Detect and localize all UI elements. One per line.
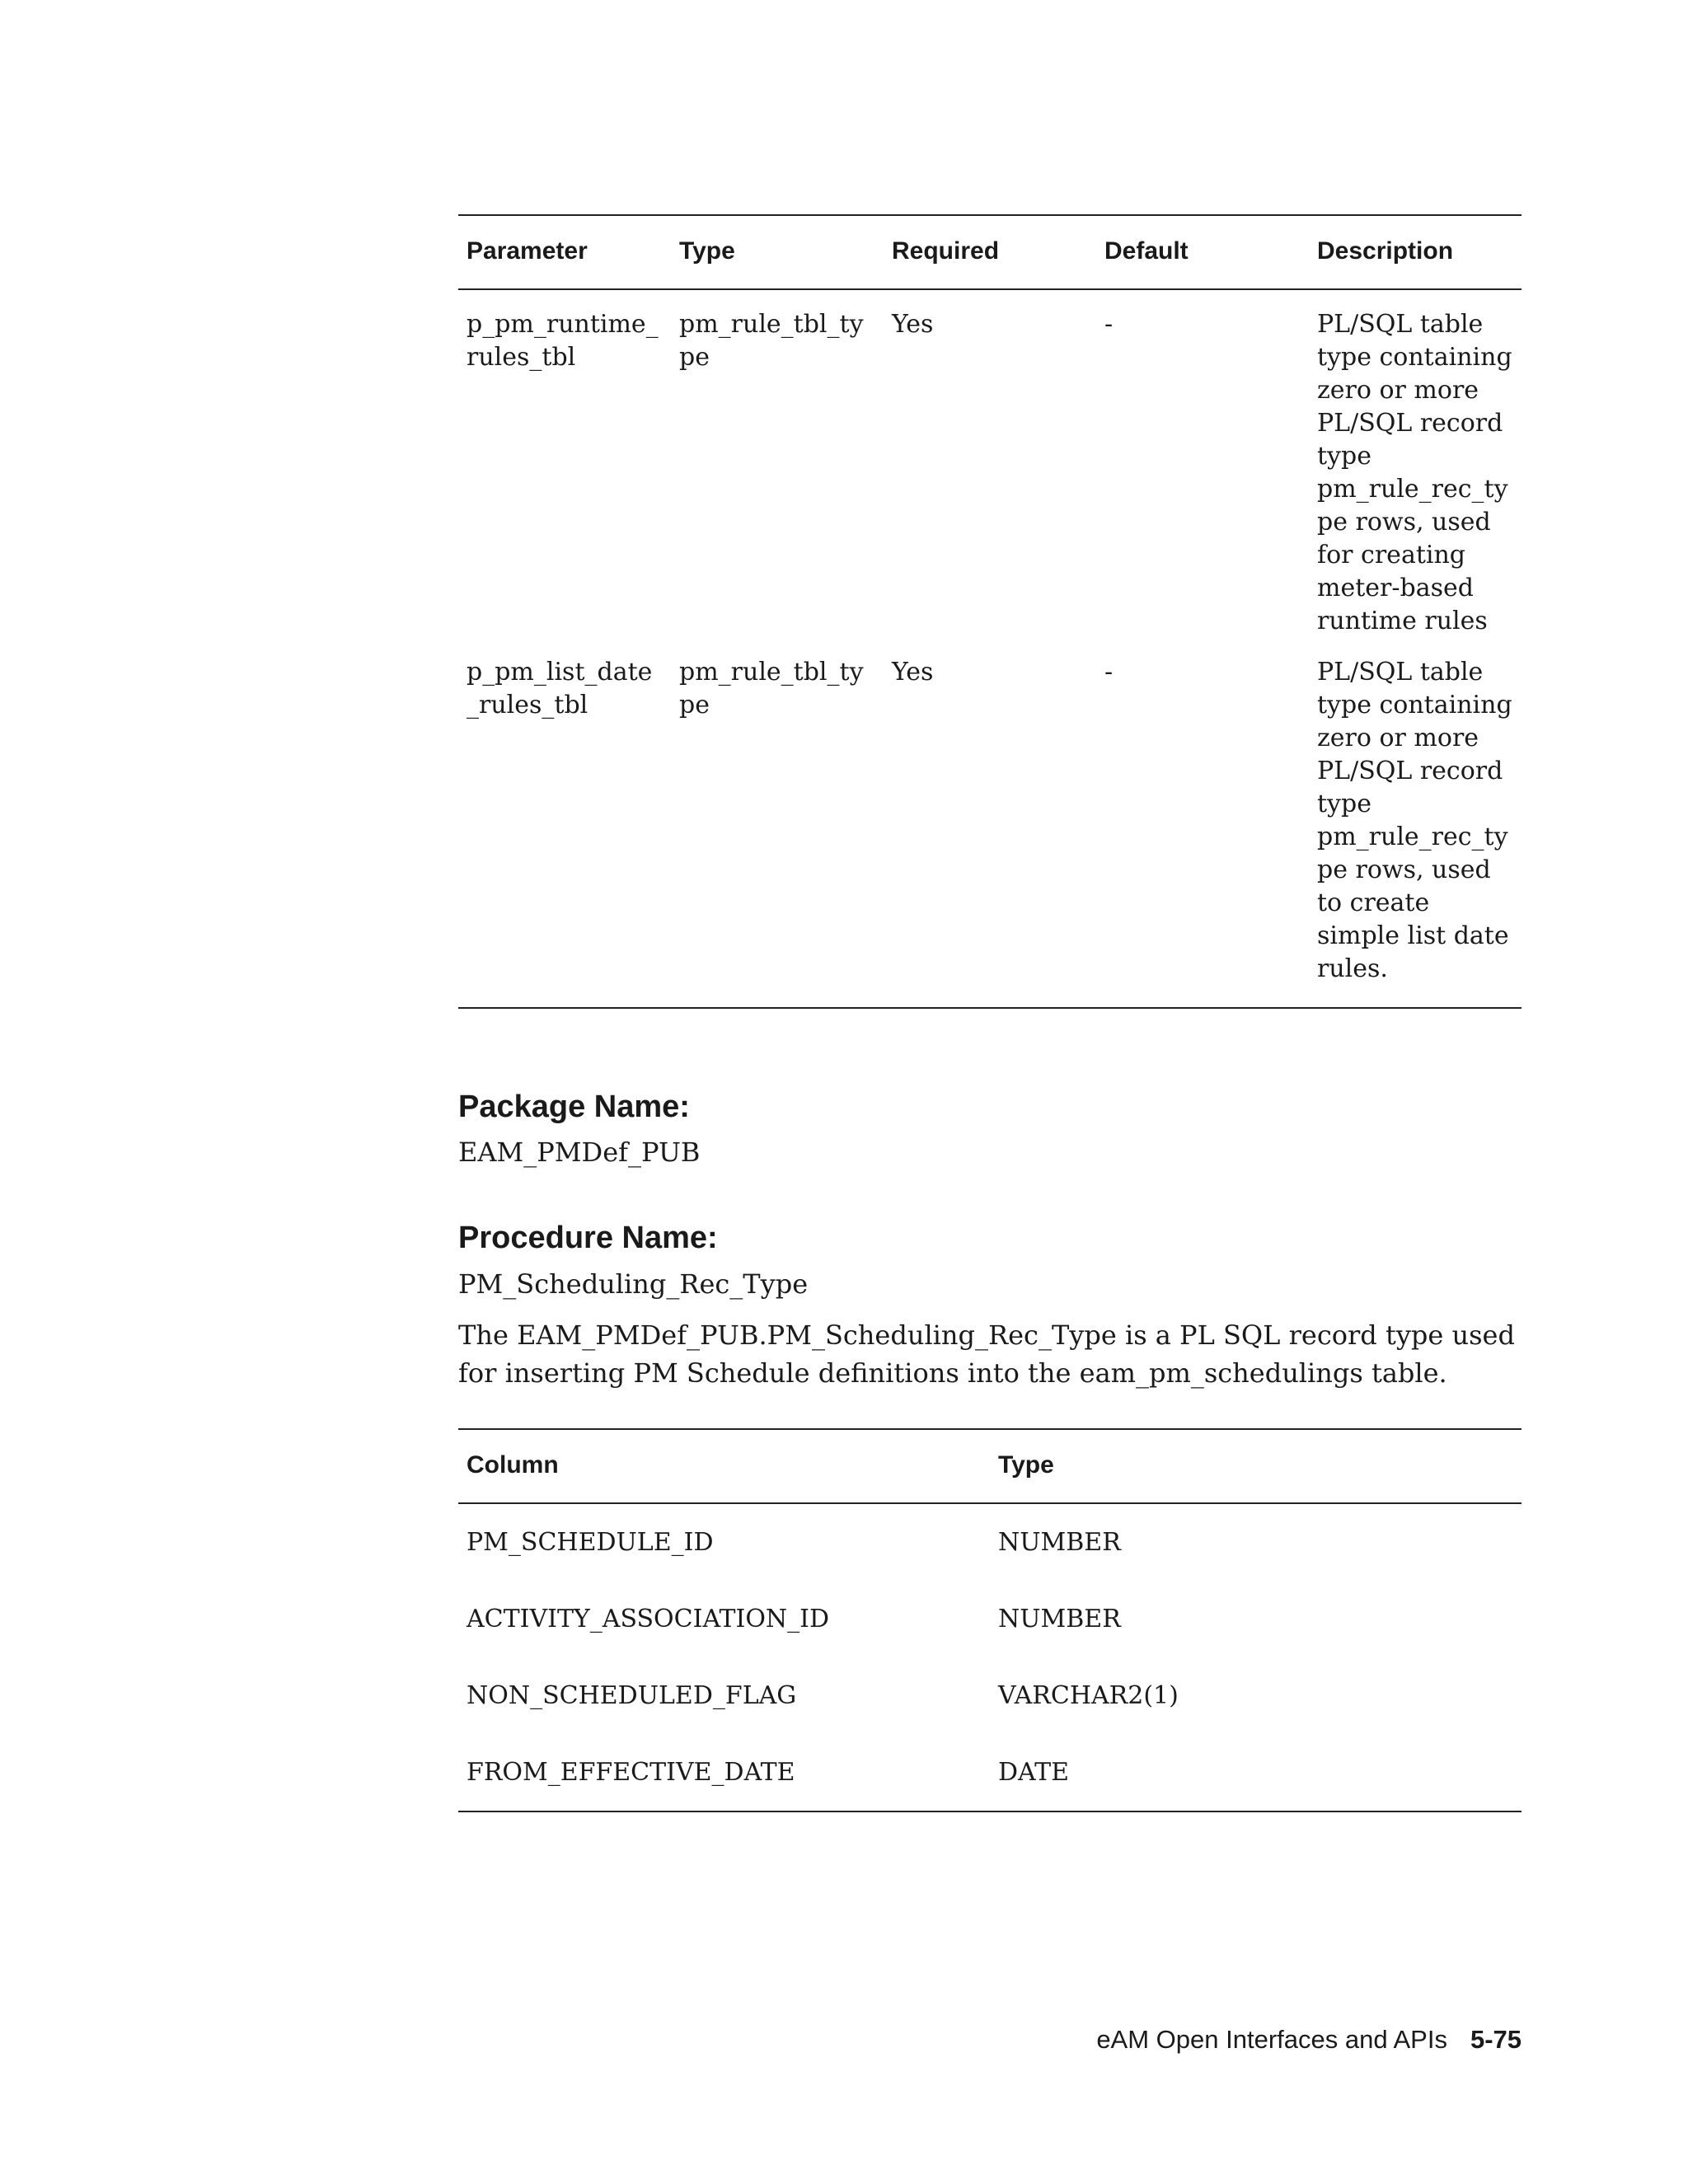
procedure-heading: Procedure Name: bbox=[458, 1221, 718, 1255]
header-default: Default bbox=[1104, 237, 1189, 265]
cell-column: ACTIVITY_ASSOCIATION_ID bbox=[467, 1604, 830, 1633]
cell-type: pm_rule_tbl_type bbox=[679, 658, 864, 719]
table-row bbox=[458, 1734, 1522, 1811]
table-row bbox=[458, 1657, 1522, 1734]
cell-column: NON_SCHEDULED_FLAG bbox=[467, 1680, 797, 1710]
table-row bbox=[458, 1581, 1522, 1657]
cell-default: - bbox=[1104, 310, 1114, 339]
cell-default: - bbox=[1104, 658, 1114, 687]
header-column: Column bbox=[467, 1451, 559, 1479]
parameter-table-header-row bbox=[458, 215, 1522, 289]
header-description: Description bbox=[1317, 237, 1454, 265]
table-row bbox=[458, 1503, 1522, 1581]
page-number: 5-75 bbox=[1470, 2025, 1522, 2054]
header-column-type: Type bbox=[998, 1451, 1054, 1479]
column-table-header-row bbox=[458, 1429, 1522, 1503]
cell-column-type: NUMBER bbox=[998, 1604, 1121, 1633]
cell-column-type: NUMBER bbox=[998, 1527, 1121, 1557]
cell-parameter: p_pm_runtime_rules_tbl bbox=[467, 310, 659, 372]
cell-description: PL/SQL table type containing zero or more PL/SQL record type pm_rule_rec_type rows, used for creating meter-based runtime rules bbox=[1317, 310, 1512, 635]
column-table bbox=[458, 1428, 1522, 1812]
cell-required: Yes bbox=[892, 658, 934, 687]
table-row bbox=[458, 289, 1522, 656]
cell-required: Yes bbox=[892, 310, 934, 339]
procedure-description: The EAM_PMDef_PUB.PM_Scheduling_Rec_Type is a PL SQL record type used for inserting PM Schedule definitions into the eam_pm_schedulings table. bbox=[458, 1319, 1515, 1389]
package-name: EAM_PMDef_PUB bbox=[458, 1137, 701, 1168]
cell-parameter: p_pm_list_date_rules_tbl bbox=[467, 658, 653, 719]
header-type: Type bbox=[679, 237, 735, 265]
page-footer bbox=[1096, 2025, 1522, 2055]
parameter-table bbox=[458, 214, 1522, 1009]
header-required: Required bbox=[892, 237, 1000, 265]
table-row bbox=[458, 656, 1522, 1008]
cell-column: PM_SCHEDULE_ID bbox=[467, 1527, 714, 1557]
header-parameter: Parameter bbox=[467, 237, 588, 265]
cell-column-type: VARCHAR2(1) bbox=[998, 1680, 1179, 1710]
cell-description: PL/SQL table type containing zero or more PL/SQL record type pm_rule_rec_type rows, used to create simple list date rules. bbox=[1317, 658, 1512, 983]
footer-title: eAM Open Interfaces and APIs bbox=[1096, 2025, 1447, 2054]
procedure-name: PM_Scheduling_Rec_Type bbox=[458, 1268, 809, 1300]
package-heading: Package Name: bbox=[458, 1090, 690, 1124]
cell-column-type: DATE bbox=[998, 1757, 1069, 1787]
cell-column: FROM_EFFECTIVE_DATE bbox=[467, 1757, 795, 1787]
cell-type: pm_rule_tbl_type bbox=[679, 310, 864, 372]
